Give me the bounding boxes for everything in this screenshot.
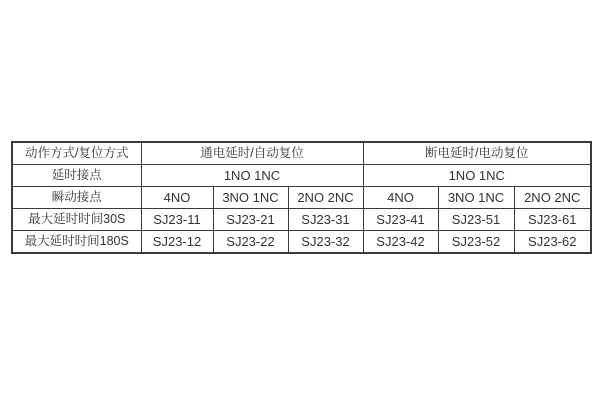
instant-contacts-col-3: 2NO 2NC	[288, 187, 363, 209]
model-cell-sj23-61: SJ23-61	[514, 209, 591, 231]
row-header-instant-contacts: 瞬动接点	[12, 187, 141, 209]
relay-spec-table	[11, 141, 592, 254]
instant-contacts-col-1: 4NO	[141, 187, 213, 209]
table-row	[12, 187, 591, 209]
model-cell-sj23-11: SJ23-11	[141, 209, 213, 231]
model-cell-sj23-32: SJ23-32	[288, 231, 363, 254]
table-row	[12, 231, 591, 254]
model-cell-sj23-42: SJ23-42	[363, 231, 438, 254]
model-cell-sj23-31: SJ23-31	[288, 209, 363, 231]
model-cell-sj23-21: SJ23-21	[213, 209, 288, 231]
table-row	[12, 165, 591, 187]
table-row	[12, 142, 591, 165]
row-header-action-reset-mode: 动作方式/复位方式	[12, 142, 141, 165]
model-cell-sj23-62: SJ23-62	[514, 231, 591, 254]
table-row	[12, 209, 591, 231]
model-cell-sj23-12: SJ23-12	[141, 231, 213, 254]
instant-contacts-col-5: 3NO 1NC	[438, 187, 514, 209]
row-header-max-delay-180s: 最大延时时间180S	[12, 231, 141, 254]
delay-contacts-value-right: 1NO 1NC	[363, 165, 591, 187]
group-header-power-on-delay-auto-reset: 通电延时/自动复位	[141, 142, 363, 165]
instant-contacts-col-4: 4NO	[363, 187, 438, 209]
row-header-max-delay-30s: 最大延时时间30S	[12, 209, 141, 231]
delay-contacts-value-left: 1NO 1NC	[141, 165, 363, 187]
model-cell-sj23-51: SJ23-51	[438, 209, 514, 231]
row-header-delay-contacts: 延时接点	[12, 165, 141, 187]
model-cell-sj23-41: SJ23-41	[363, 209, 438, 231]
instant-contacts-col-2: 3NO 1NC	[213, 187, 288, 209]
group-header-power-off-delay-electric-reset: 断电延时/电动复位	[363, 142, 591, 165]
instant-contacts-col-6: 2NO 2NC	[514, 187, 591, 209]
model-cell-sj23-52: SJ23-52	[438, 231, 514, 254]
model-cell-sj23-22: SJ23-22	[213, 231, 288, 254]
